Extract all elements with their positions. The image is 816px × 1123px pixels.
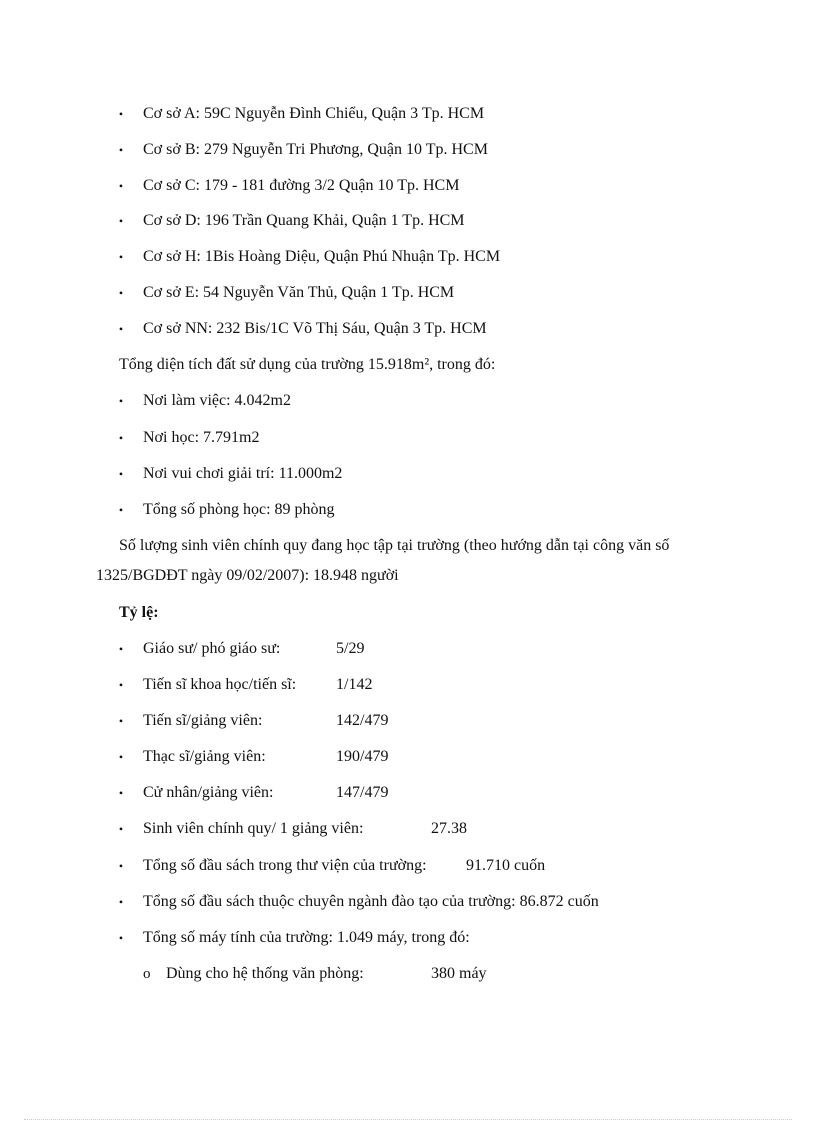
ratio-label: Sinh viên chính quy/ 1 giảng viên: — [143, 820, 364, 837]
classroom-count: Tổng số phòng học: 89 phòng — [143, 501, 335, 518]
students-line-1: Số lượng sinh viên chính quy đang học tập tại trường (theo hướng dẫn tại công văn số — [119, 537, 670, 554]
bullet: • — [118, 503, 124, 517]
ratio-label: Tiến sĩ/giảng viên: — [143, 712, 263, 729]
area-intro: Tổng diện tích đất sử dụng của trường 15.918m², trong đó: — [119, 356, 496, 373]
ratio-value: 27.38 — [431, 820, 467, 837]
area-recreation: Nơi vui chơi giải trí: 11.000m2 — [143, 465, 343, 482]
ratio-value: 147/479 — [336, 784, 389, 801]
area-study: Nơi học: 7.791m2 — [143, 429, 260, 446]
page-bottom-divider — [24, 1119, 792, 1120]
office-computers-value: 380 máy — [431, 965, 487, 982]
bullet: • — [118, 179, 124, 193]
ratio-label: Tiến sĩ khoa học/tiến sĩ: — [143, 676, 297, 693]
bullet: • — [118, 394, 124, 408]
bullet: • — [118, 642, 124, 656]
bullet: • — [118, 143, 124, 157]
ratio-heading: Tỷ lệ: — [119, 604, 159, 621]
bullet: • — [118, 678, 124, 692]
bullet: • — [118, 322, 124, 336]
computer-count: Tổng số máy tính của trường: 1.049 máy, trong đó: — [143, 929, 470, 946]
ratio-value: 1/142 — [336, 676, 373, 693]
ratio-label: Thạc sĩ/giảng viên: — [143, 748, 266, 765]
bullet: • — [118, 895, 124, 909]
bullet: • — [118, 107, 124, 121]
campus-a: Cơ sở A: 59C Nguyễn Đình Chiểu, Quận 3 Tp. HCM — [143, 105, 485, 122]
ratio-label: Giáo sư/ phó giáo sư: — [143, 640, 281, 657]
bullet: • — [118, 822, 124, 836]
bullet: • — [118, 214, 124, 228]
bullet: • — [118, 431, 124, 445]
campus-e: Cơ sở E: 54 Nguyễn Văn Thủ, Quận 1 Tp. HCM — [143, 284, 455, 301]
office-computers-label: Dùng cho hệ thống văn phòng: — [166, 965, 364, 982]
area-workplace: Nơi làm việc: 4.042m2 — [143, 392, 291, 409]
bullet: • — [118, 750, 124, 764]
campus-c: Cơ sở C: 179 - 181 đường 3/2 Quận 10 Tp. HCM — [143, 177, 460, 194]
ratio-value: 91.710 cuốn — [466, 857, 546, 874]
students-line-2: 1325/BGDĐT ngày 09/02/2007): 18.948 người — [96, 567, 399, 584]
circle-bullet: o — [143, 966, 151, 982]
bullet: • — [118, 286, 124, 300]
books-major: Tổng số đầu sách thuộc chuyên ngành đào tạo của trường: 86.872 cuốn — [143, 893, 599, 910]
ratio-label: Tổng số đầu sách trong thư viện của trường: — [143, 857, 427, 874]
campus-d: Cơ sở D: 196 Trần Quang Khải, Quận 1 Tp. HCM — [143, 212, 465, 229]
bullet: • — [118, 250, 124, 264]
ratio-value: 5/29 — [336, 640, 365, 657]
campus-nn: Cơ sở NN: 232 Bis/1C Võ Thị Sáu, Quận 3 Tp. HCM — [143, 320, 487, 337]
bullet: • — [118, 931, 124, 945]
bullet: • — [118, 786, 124, 800]
ratio-value: 142/479 — [336, 712, 389, 729]
bullet: • — [118, 714, 124, 728]
ratio-label: Cử nhân/giảng viên: — [143, 784, 274, 801]
ratio-value: 190/479 — [336, 748, 389, 765]
campus-b: Cơ sở B: 279 Nguyễn Tri Phương, Quận 10 Tp. HCM — [143, 141, 488, 158]
bullet: • — [118, 859, 124, 873]
bullet: • — [118, 467, 124, 481]
campus-h: Cơ sở H: 1Bis Hoàng Diệu, Quận Phú Nhuận Tp. HCM — [143, 248, 501, 265]
